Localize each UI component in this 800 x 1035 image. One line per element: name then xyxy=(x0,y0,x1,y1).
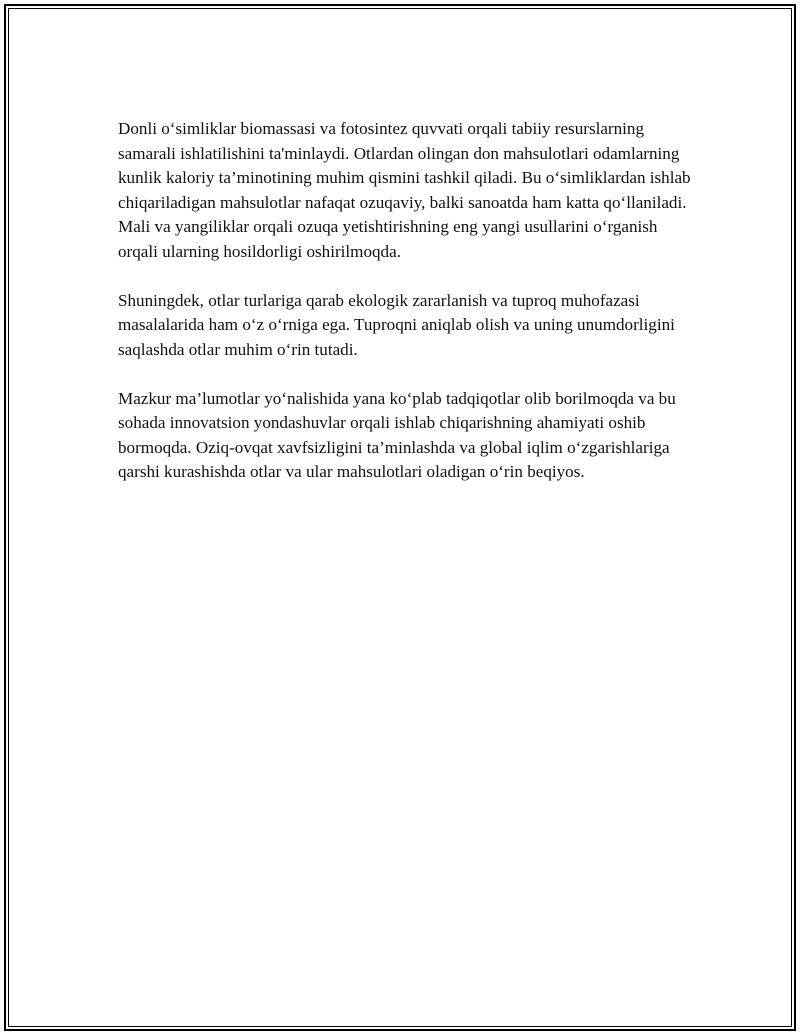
paragraph-2: Shuningdek, otlar turlariga qarab ekologik zararlanish va tuproq muhofazasi masalalarida ham o‘z o‘rniga ega. Tuproqni aniqlab olish va uning unumdorligini saqlashda otlar muhim o‘rin tutadi. xyxy=(118,290,675,359)
paragraph-3: Mazkur ma’lumotlar yo‘nalishida yana ko‘plab tadqiqotlar olib borilmoqda va bu sohada innovatsion yondashuvlar orqali ishlab chiqarishning ahamiyati oshib bormoqda. Oziq-ovqat xavfsizligini ta’minlashda va global iqlim o‘zgarishlariga qarshi kurashishda otlar va ular mahsulotlari oladigan o‘rin beqiyos. xyxy=(118,388,676,481)
paragraph-1: Donli o‘simliklar biomassasi va fotosintez quvvati orqali tabiiy resurslarning samarali ishlatilishini ta'minlaydi. Otlardan olingan don mahsulotlari odamlarning kunlik kaloriy ta’minotining muhim qismini tashkil qiladi. Bu o‘simliklardan ishlab chiqariladigan mahsulotlar nafaqat ozuqaviy, balki sanoatda ham katta qo‘llaniladi. Mali va yangiliklar orqali ozuqa yetishtirishning eng yangi usullarini o‘rganish orqali ularning hosildorligi oshirilmoqda. xyxy=(118,119,691,261)
document-body xyxy=(118,117,693,509)
